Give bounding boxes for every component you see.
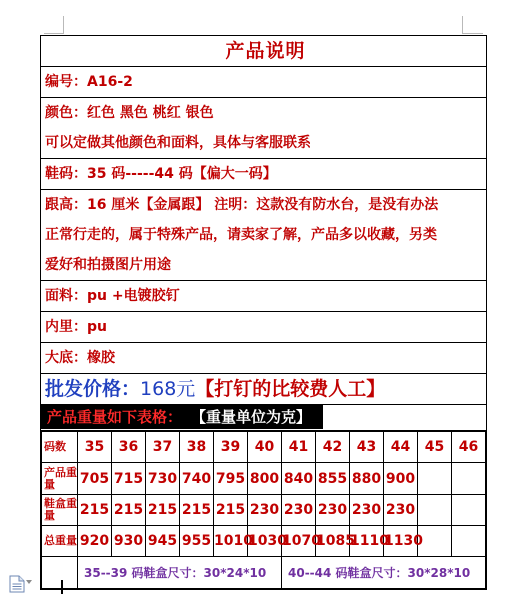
price-label: 批发价格： <box>45 378 141 400</box>
weight-cell: 880 <box>350 463 384 495</box>
size-cell: 40 <box>248 432 282 463</box>
weight-cell: 920 <box>78 526 112 557</box>
price-currency: 元 <box>176 378 196 400</box>
size-cell: 37 <box>146 432 180 463</box>
weight-cell: 215 <box>180 495 214 526</box>
size-cell: 42 <box>316 432 350 463</box>
weight-header-label: 产品重量如下表格： 【重量单位为克】 <box>41 405 323 429</box>
color-list: 颜色：红色 黑色 桃红 银色 <box>45 105 214 121</box>
weight-cell: 1130 <box>384 526 418 557</box>
weight-cell: 230 <box>384 495 418 526</box>
weight-cell: 855 <box>316 463 350 495</box>
size-weight-table <box>41 431 486 589</box>
weight-cell: 230 <box>316 495 350 526</box>
weight-cell <box>418 463 452 495</box>
size-cell: 46 <box>452 432 486 463</box>
product-description-table <box>40 35 487 590</box>
weight-cell <box>452 463 486 495</box>
weight-cell: 705 <box>78 463 112 495</box>
weight-cell: 1070 <box>282 526 316 557</box>
lining-material: 内里：pu <box>41 312 487 343</box>
box-size-large: 40--44 码鞋盒尺寸：30*28*10 <box>282 557 486 589</box>
size-label: 码数 <box>42 432 78 463</box>
size-cell: 38 <box>180 432 214 463</box>
crop-mark <box>63 16 64 34</box>
price-note: 【打钉的比较费人工】 <box>195 378 386 400</box>
weight-cell <box>452 495 486 526</box>
size-range: 鞋码：35 码-----44 码【偏大一码】 <box>41 159 487 190</box>
weight-cell: 1010 <box>214 526 248 557</box>
weight-cell <box>418 495 452 526</box>
product-code: 编号：A16-2 <box>41 67 487 98</box>
size-cell: 36 <box>112 432 146 463</box>
weight-cell: 1030 <box>248 526 282 557</box>
crop-mark <box>44 33 63 34</box>
crop-mark <box>462 16 463 34</box>
dropdown-caret-icon[interactable] <box>26 580 32 584</box>
wholesale-price <box>41 374 487 405</box>
weight-cell: 215 <box>78 495 112 526</box>
weight-cell: 215 <box>214 495 248 526</box>
size-cell: 35 <box>78 432 112 463</box>
box-size-row <box>42 557 486 589</box>
weight-unit-note: 【重量单位为克】 <box>188 405 317 429</box>
size-cell: 45 <box>418 432 452 463</box>
heel-info <box>41 190 487 281</box>
weight-cell: 715 <box>112 463 146 495</box>
size-cell: 44 <box>384 432 418 463</box>
custom-note: 可以定做其他颜色和面料，具体与客服联系 <box>45 135 311 151</box>
weight-cell: 1110 <box>350 526 384 557</box>
weight-cell: 740 <box>180 463 214 495</box>
weight-cell: 215 <box>146 495 180 526</box>
weight-cell: 900 <box>384 463 418 495</box>
upper-material: 面料：pu +电镀胶钉 <box>41 281 487 312</box>
box-weight-row <box>42 495 486 526</box>
box-size-small: 35--39 码鞋盒尺寸：30*24*10 <box>78 557 282 589</box>
price-amount: 168 <box>140 378 177 400</box>
weight-cell <box>452 526 486 557</box>
total-weight-row <box>42 526 486 557</box>
weight-cell: 800 <box>248 463 282 495</box>
heel-line-3: 爱好和拍摄图片用途 <box>45 257 171 273</box>
weight-cell: 230 <box>282 495 316 526</box>
product-weight-row <box>42 463 486 495</box>
product-weight-label: 产品重量 <box>42 463 78 495</box>
weight-cell: 795 <box>214 463 248 495</box>
sole-material: 大底：橡胶 <box>41 343 487 374</box>
heel-line-2: 正常行走的，属于特殊产品，请卖家了解，产品多以收藏，另类 <box>45 227 437 243</box>
size-row <box>42 432 486 463</box>
weight-cell: 215 <box>112 495 146 526</box>
weight-cell: 945 <box>146 526 180 557</box>
empty-cell <box>42 557 78 589</box>
weight-cell: 230 <box>350 495 384 526</box>
weight-cell: 840 <box>282 463 316 495</box>
size-cell: 43 <box>350 432 384 463</box>
weight-cell: 730 <box>146 463 180 495</box>
total-weight-label: 总重量 <box>42 526 78 557</box>
weight-cell: 930 <box>112 526 146 557</box>
weight-cell: 1085 <box>316 526 350 557</box>
size-cell: 41 <box>282 432 316 463</box>
page-icon[interactable] <box>9 575 25 593</box>
size-cell: 39 <box>214 432 248 463</box>
text-cursor <box>61 580 63 594</box>
crop-mark <box>463 33 483 34</box>
weight-cell: 955 <box>180 526 214 557</box>
box-weight-label: 鞋盒重量 <box>42 495 78 526</box>
color-info <box>41 98 487 159</box>
page-title: 产品说明 <box>41 36 487 67</box>
size-table-cell <box>41 431 487 590</box>
weight-cell: 230 <box>248 495 282 526</box>
weight-table-header <box>41 405 487 431</box>
heel-line-1: 跟高：16 厘米【金属跟】 注明：这款没有防水台，是没有办法 <box>45 197 439 213</box>
